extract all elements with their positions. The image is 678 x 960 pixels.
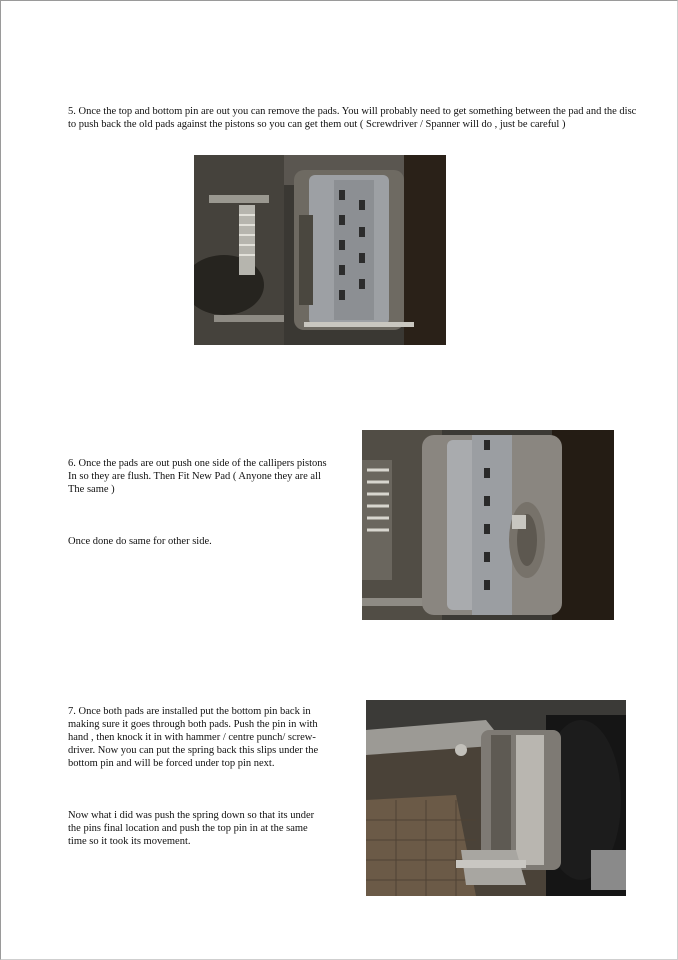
step-7-paragraph-1: 7. Once both pads are installed put the bottom pin back in making sure it goes through both pads. Push the pin in with hand , then knock it in with hammer / centre punch/ screw- driver. Now you can put the spring back this slips under the bottom pin and will be forced under top pin next.	[68, 706, 319, 769]
photo-refitting-pins-image	[366, 700, 626, 896]
paragraph-gap	[68, 509, 358, 522]
step-6-paragraph-1: 6. Once the pads are out push one side of the callipers pistons In so they are flush. Then Fit New Pad ( Anyone they are all The same )	[68, 458, 327, 495]
step-5-paragraph-1: 5. Once the top and bottom pin are out you can remove the pads. You will probably need to get something between the pad and the disc to push back the old pads against the pistons so you can get them out ( Screwdriver / Spanner will do , just be careful )	[68, 106, 637, 130]
photo-pushing-pistons-image	[362, 430, 614, 620]
step-6-text	[68, 444, 358, 561]
step-7-text	[68, 692, 358, 861]
paragraph-gap	[68, 783, 358, 796]
step-5-text	[68, 92, 638, 144]
photo-pushing-pistons	[362, 430, 614, 620]
step-7-paragraph-2: Now what i did was push the spring down so that its under the pins final location and push the top pin in at the same time so it took its movement.	[68, 810, 315, 847]
photo-removing-pads-image	[194, 155, 446, 345]
photo-removing-pads	[194, 155, 446, 345]
photo-refitting-pins	[366, 700, 626, 896]
step-6-paragraph-2: Once done do same for other side.	[68, 536, 212, 547]
